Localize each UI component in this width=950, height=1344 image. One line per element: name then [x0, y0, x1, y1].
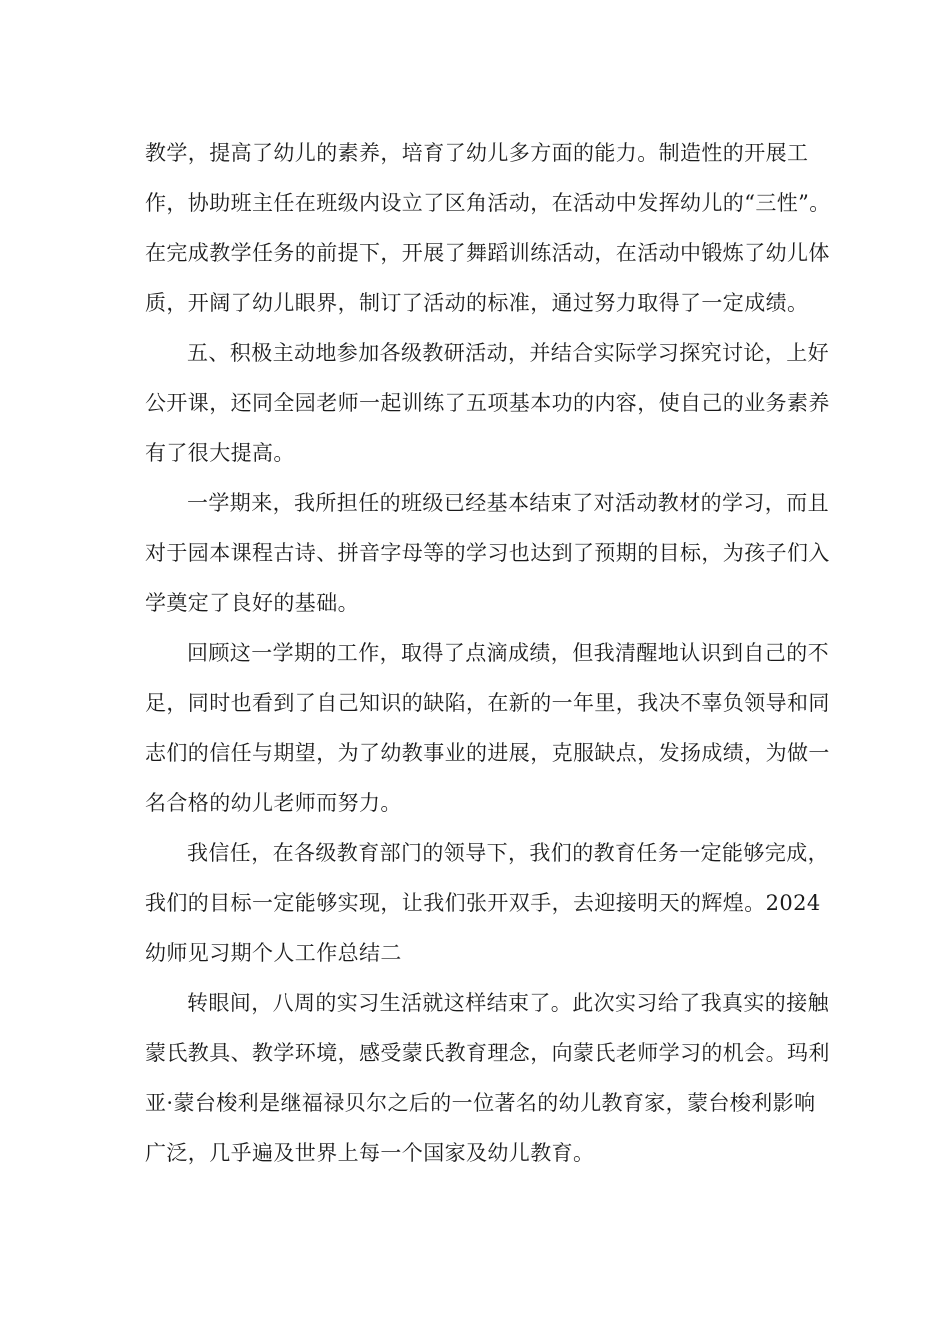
- paragraph-conclusion: 我信任，在各级教育部门的领导下，我们的教育任务一定能够完成，我们的目标一定能够实现，让我们张开双手，去迎接明天的辉煌。2024幼师见习期个人工作总结二: [145, 841, 829, 965]
- paragraph-internship: 转眼间，八周的实习生活就这样结束了。此次实习给了我真实的接触蒙氏教具、教学环境，感受蒙氏教育理念，向蒙氏老师学习的机会。玛利亚·蒙台梭利是继福禄贝尔之后的一位著名的幼儿教育家，蒙台梭利影响广泛，几乎遍及世界上每一个国家及幼儿教育。: [145, 991, 830, 1165]
- paragraph-semester-results: 一学期来，我所担任的班级已经基本结束了对活动教材的学习，而且对于园本课程古诗、拼音字母等的学习也达到了预期的目标，为孩子们入学奠定了良好的基础。: [145, 491, 830, 615]
- paragraph-research-activities: 五、积极主动地参加各级教研活动，并结合实际学习探究讨论，上好公开课，还同全园老师一起训练了五项基本功的内容，使自己的业务素养有了很大提高。: [145, 341, 830, 465]
- paragraph-continued: 教学，提高了幼儿的素养，培育了幼儿多方面的能力。制造性的开展工作，协助班主任在班级内设立了区角活动，在活动中发挥幼儿的“三性”。在完成教学任务的前提下，开展了舞蹈训练活动，在活动中锻炼了幼儿体质，开阔了幼儿眼界，制订了活动的标准，通过努力取得了一定成绩。: [145, 141, 831, 315]
- document-body: [145, 128, 835, 1178]
- paragraph-review: 回顾这一学期的工作，取得了点滴成绩，但我清醒地认识到自己的不足，同时也看到了自己知识的缺陷，在新的一年里，我决不辜负领导和同志们的信任与期望，为了幼教事业的进展，克服缺点，发扬成绩，为做一名合格的幼儿老师而努力。: [145, 641, 830, 815]
